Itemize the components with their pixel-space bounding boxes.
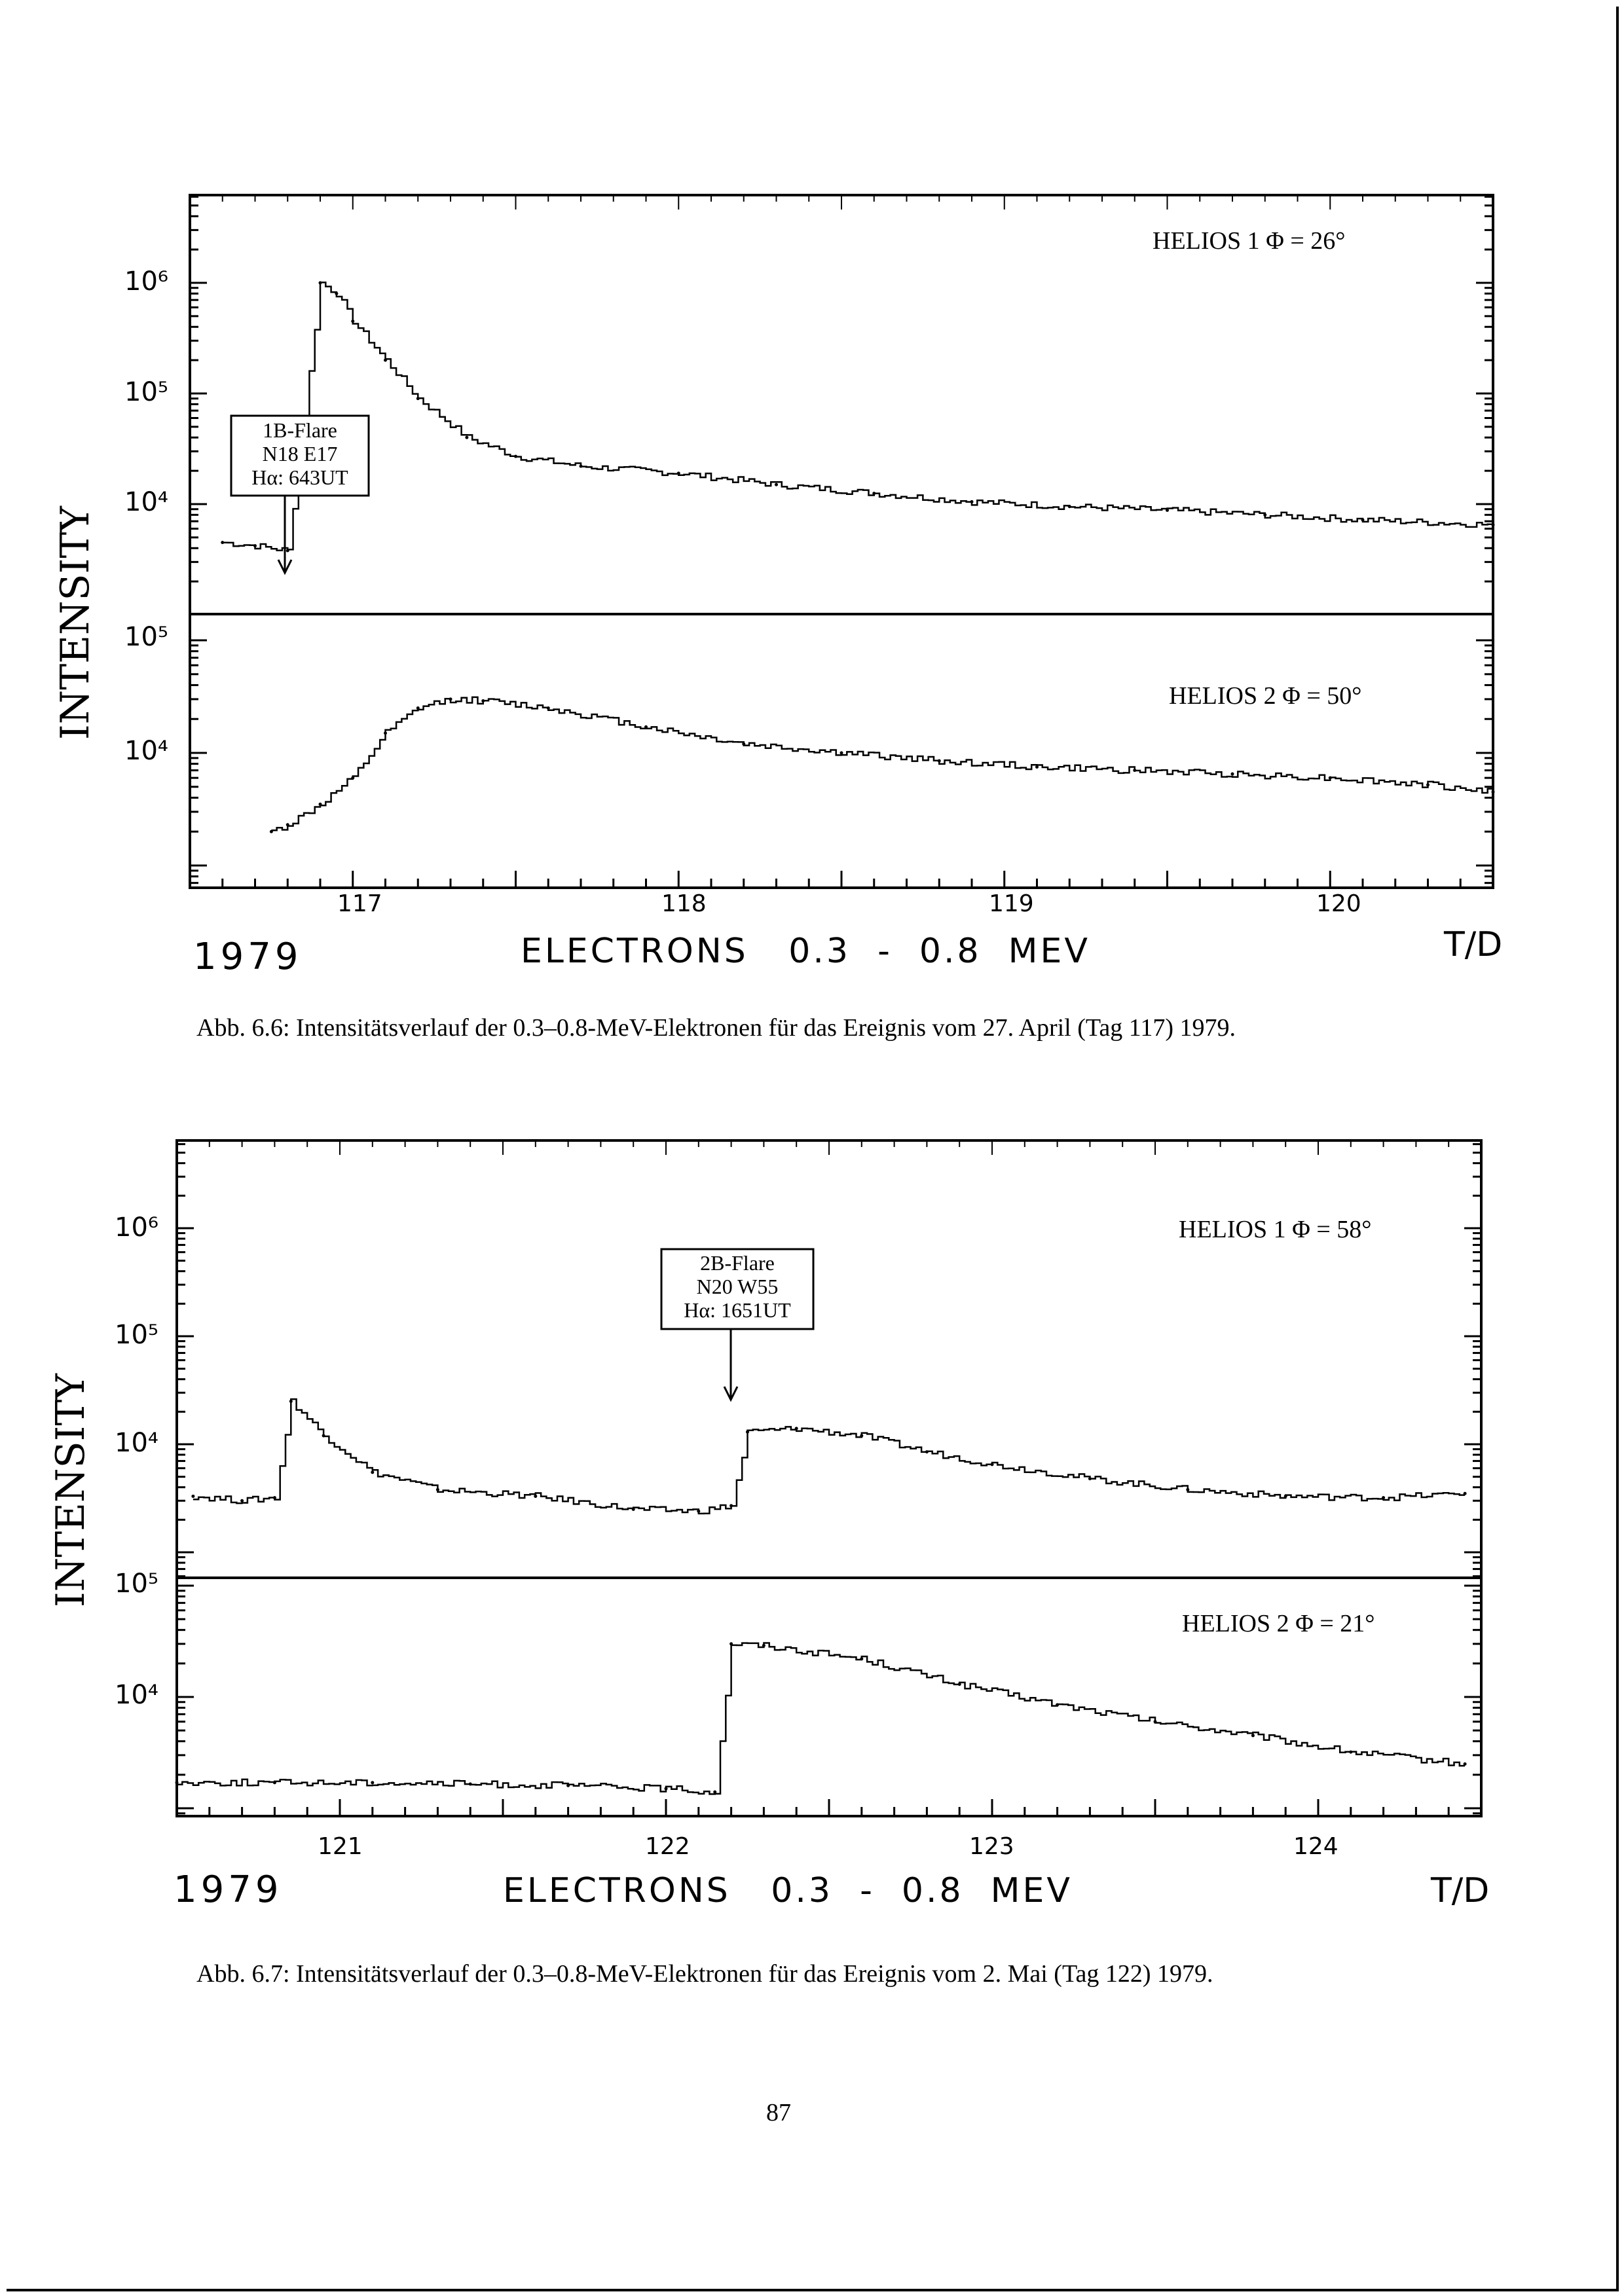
fig1-ytick-h2-1e5: 10⁵ [115,1569,158,1599]
data-point [534,1495,537,1498]
data-point [840,752,843,755]
data-point [1251,1734,1255,1737]
page-number: 87 [766,2099,791,2126]
fig1-ylabel: INTENSITY [48,1374,94,1607]
series-line-helios-1 [193,1399,1465,1514]
data-point [371,1781,374,1784]
fig0-ticks [190,195,1493,888]
fig1-caption: Abb. 6.7: Intensitätsverlauf der 0.3–0.8-MeV-Elektronen für das Ereignis vom 2. Mai (Tag 122) 1979. [196,1960,1213,1988]
series-line-helios-1 [223,282,1493,550]
fig0-year: 1979 [193,936,303,978]
data-point [697,1510,700,1513]
fig1-year: 1979 [174,1868,283,1911]
data-point [240,1499,244,1503]
fig0-series [221,282,1494,833]
data-point [1133,769,1136,772]
data-point [1154,1720,1157,1723]
fig1-panel2-label: HELIOS 2 Φ = 21° [1182,1610,1375,1637]
data-point [221,541,224,544]
data-point [872,492,876,495]
series-line-helios-2 [177,1643,1465,1795]
data-point [481,699,485,702]
fig1-ytick-h1-1e5: 10⁵ [115,1320,158,1350]
fig1-series [175,1399,1467,1794]
fig1-xtick-121: 121 [318,1833,363,1860]
fig0-ytick-h1-1e5: 10⁵ [124,377,168,407]
data-point [860,1434,863,1437]
fig1-xtick-124: 124 [1293,1833,1338,1860]
figure-6-6 [52,195,1502,978]
data-point [289,1400,293,1403]
series-line-helios-2 [271,697,1493,830]
data-point [665,1787,668,1791]
data-point [746,1430,749,1434]
data-point [1284,1495,1287,1498]
data-point [273,1496,276,1499]
fig0-panel2-label: HELIOS 2 Φ = 50° [1169,682,1362,710]
fig0-xtick-119: 119 [989,890,1034,917]
fig1-flare-line-3: Hα: 1651UT [684,1298,791,1322]
data-point [742,742,745,746]
data-point [1231,773,1234,776]
fig0-xtick-118: 118 [661,890,707,917]
data-point [795,1427,798,1430]
fig0-ytick-h1-1e6: 10⁶ [124,266,168,297]
fig1-xtick-122: 122 [645,1833,690,1860]
data-point [1382,1496,1385,1499]
data-point [1263,513,1266,517]
data-point [514,455,517,458]
data-point [384,359,387,362]
data-point [1464,1762,1467,1766]
fig0-plot-frame [190,195,1493,888]
fig1-xlabel: ELECTRONS 0.3 - 0.8 MEV [503,1871,1073,1910]
fig0-ytick-h1-1e4: 10⁴ [124,487,168,517]
data-point [925,1450,929,1453]
fig0-panel1-label: HELIOS 1 Φ = 26° [1153,227,1346,255]
data-point [1492,790,1495,793]
data-point [416,706,420,710]
fig0-ylabel: INTENSITY [52,506,98,740]
data-point [384,731,387,735]
data-point [351,776,354,780]
data-point [1056,1703,1059,1706]
data-point [469,1783,472,1786]
data-point [436,1488,439,1491]
data-point [175,1781,179,1784]
data-point [713,1791,716,1794]
data-point [860,1657,863,1660]
fig0-ytick-h2-1e4: 10⁴ [124,736,168,766]
fig1-panel1-label: HELIOS 1 Φ = 58° [1179,1216,1372,1243]
data-point [566,1784,570,1787]
fig0-xlabel: ELECTRONS 0.3 - 0.8 MEV [521,932,1090,971]
fig1-xtick-123: 123 [969,1833,1014,1860]
fig0-caption: Abb. 6.6: Intensitätsverlauf der 0.3–0.8-MeV-Elektronen für das Ereignis vom 27. April (Tag 117) 1979. [196,1014,1236,1042]
fig0-xunit: T/D [1444,925,1503,964]
data-point [253,544,257,547]
fig1-flare-line-1: 2B-Flare [700,1251,775,1275]
data-point [1361,519,1365,522]
data-point [1088,1477,1092,1480]
data-point [286,549,289,553]
data-point [938,759,941,763]
fig0-ytick-h2-1e5: 10⁵ [124,622,168,652]
data-point [644,725,648,729]
data-point [762,1644,766,1647]
data-point [416,397,420,400]
data-point [273,1781,276,1784]
data-point [547,706,550,710]
fig0-flare-line-2: N18 E17 [262,442,338,465]
data-point [958,1683,961,1686]
data-point [1426,783,1430,786]
data-point [729,1642,733,1645]
data-point [1464,1492,1467,1495]
fig1-ytick-h2-1e4: 10⁴ [115,1680,158,1710]
data-point [1329,776,1332,780]
data-point [729,1504,733,1507]
data-point [286,823,289,826]
fig0-xtick-120: 120 [1316,890,1361,917]
fig1-flare-line-2: N20 W55 [696,1275,779,1298]
fig1-ytick-h1-1e6: 10⁶ [115,1212,158,1243]
fig0-flare-line-1: 1B-Flare [263,418,337,442]
data-point [1349,1751,1352,1754]
data-point [322,1434,325,1437]
data-point [449,697,452,701]
data-point [371,1470,374,1474]
data-point [191,1495,194,1498]
data-point [1068,505,1071,508]
data-point [775,483,778,486]
fig0-flare-line-3: Hα: 643UT [251,465,348,489]
fig1-xunit: T/D [1431,1871,1490,1910]
data-point [677,471,680,475]
data-point [270,830,273,833]
data-point [991,1463,994,1466]
fig1-ytick-h1-1e4: 10⁴ [115,1428,158,1458]
fig0-xtick-117: 117 [337,890,382,917]
data-point [1035,765,1039,769]
data-point [970,500,974,503]
data-point [465,436,468,439]
data-point [319,803,322,806]
figure-6-7 [48,1140,1489,1911]
data-point [319,282,322,285]
data-point [632,1508,635,1511]
data-point [1186,1488,1189,1491]
data-point [335,292,338,295]
data-point [351,319,354,323]
data-point [1492,523,1495,526]
data-point [580,465,583,468]
data-point [1166,509,1169,512]
